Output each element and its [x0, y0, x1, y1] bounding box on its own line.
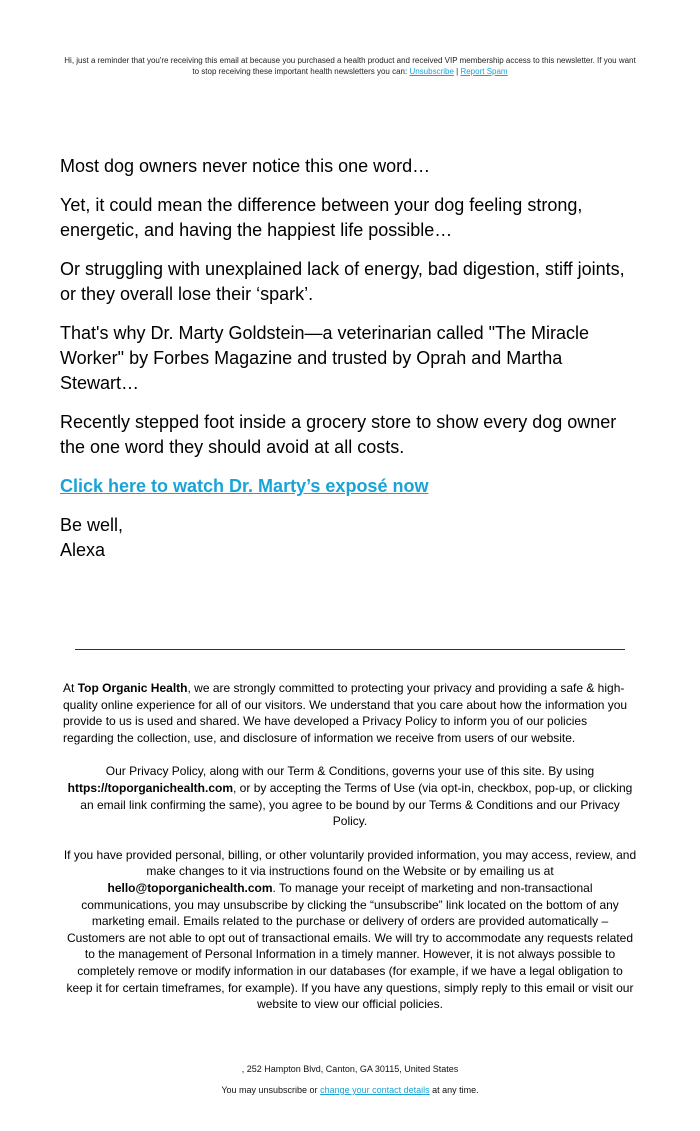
- signature: Alexa: [60, 540, 106, 560]
- contact-email: hello@toporganichealth.com: [107, 880, 273, 895]
- email-body: [60, 154, 640, 577]
- unsub-before: You may unsubscribe or: [221, 1085, 318, 1095]
- preheader-text: Hi, just a reminder that you're receiving this email at because you purchased a health product and received VIP membership access to this newsletter. If you want to stop receiving these important health newsletters you can:: [64, 56, 636, 76]
- footer-divider: [75, 649, 625, 650]
- privacy-intro-before: At: [63, 681, 75, 695]
- policy-after: , or by accepting the Terms of Use (via opt-in, checkbox, pop-up, or clicking an email link confirming the same), you agree to be bound by our Terms & Conditions and our Privacy Policy.: [80, 780, 633, 829]
- signoff: Be well,: [60, 515, 124, 535]
- unsubscribe-link[interactable]: Unsubscribe: [409, 67, 454, 76]
- access-after: . To manage your receipt of marketing and non-transactional communications, you may unsubscribe by clicking the “unsubscribe” link located on the bottom of any marketing email. Emails related to the purchase or delivery of orders are provided automatically – Customers are not able to opt out of transactional emails. We will try to accommodate any requests related to the management of Personal Information in a timely manner. However, it is not always possible to completely remove or modify information in our databases (for example, if we have a legal obligation to keep it for certain timeframes, for example). If you have any questions, simply reply to this email or visit our website to view our official policies.: [66, 880, 634, 1012]
- mailing-address: , 252 Hampton Blvd, Canton, GA 30115, United States: [241, 1064, 459, 1074]
- body-paragraph-4: That's why Dr. Marty Goldstein—a veterinarian called "The Miracle Worker" by Forbes Magazine and trusted by Oprah and Martha Stewart…: [60, 323, 590, 393]
- company-name: Top Organic Health: [77, 681, 188, 695]
- preheader-separator: |: [456, 67, 459, 76]
- body-paragraph-2: Yet, it could mean the difference between your dog feeling strong, energetic, and having the happiest life possible…: [60, 195, 583, 240]
- policy-before: Our Privacy Policy, along with our Term & Conditions, governs your use of this site. By using: [105, 764, 595, 779]
- unsub-after: at any time.: [432, 1085, 479, 1095]
- preheader-notice: [60, 55, 640, 77]
- data-access-paragraph: [63, 847, 637, 1013]
- privacy-intro-paragraph: [63, 680, 637, 746]
- unsubscribe-line: [0, 1084, 700, 1096]
- body-paragraph-5: Recently stepped foot inside a grocery store to show every dog owner the one word they should avoid at all costs.: [60, 412, 617, 457]
- site-url: https://toporganichealth.com: [67, 780, 234, 795]
- body-paragraph-3: Or struggling with unexplained lack of energy, bad digestion, stiff joints, or they overall lose their ‘spark’.: [60, 259, 625, 304]
- access-before: If you have provided personal, billing, or other voluntarily provided information, you may access, review, and make changes to it via instructions found on the Website or by emailing us at: [63, 847, 637, 879]
- legal-footer: [63, 680, 637, 1030]
- privacy-policy-paragraph: [63, 763, 637, 829]
- watch-expose-link[interactable]: Click here to watch Dr. Marty’s exposé now: [60, 476, 429, 496]
- report-spam-link[interactable]: Report Spam: [460, 67, 508, 76]
- change-contact-details-link[interactable]: change your contact details: [320, 1085, 430, 1095]
- privacy-intro-after: , we are strongly committed to protecting your privacy and providing a safe & high-quality online experience for all of our visitors. We understand that you care about how the information you provide to us is used and shared. We have developed a Privacy Policy to inform you of our policies regarding the collection, use, and disclosure of information we receive from users of our website.: [63, 681, 628, 745]
- body-paragraph-1: Most dog owners never notice this one word…: [60, 156, 431, 176]
- signoff-block: [60, 513, 640, 563]
